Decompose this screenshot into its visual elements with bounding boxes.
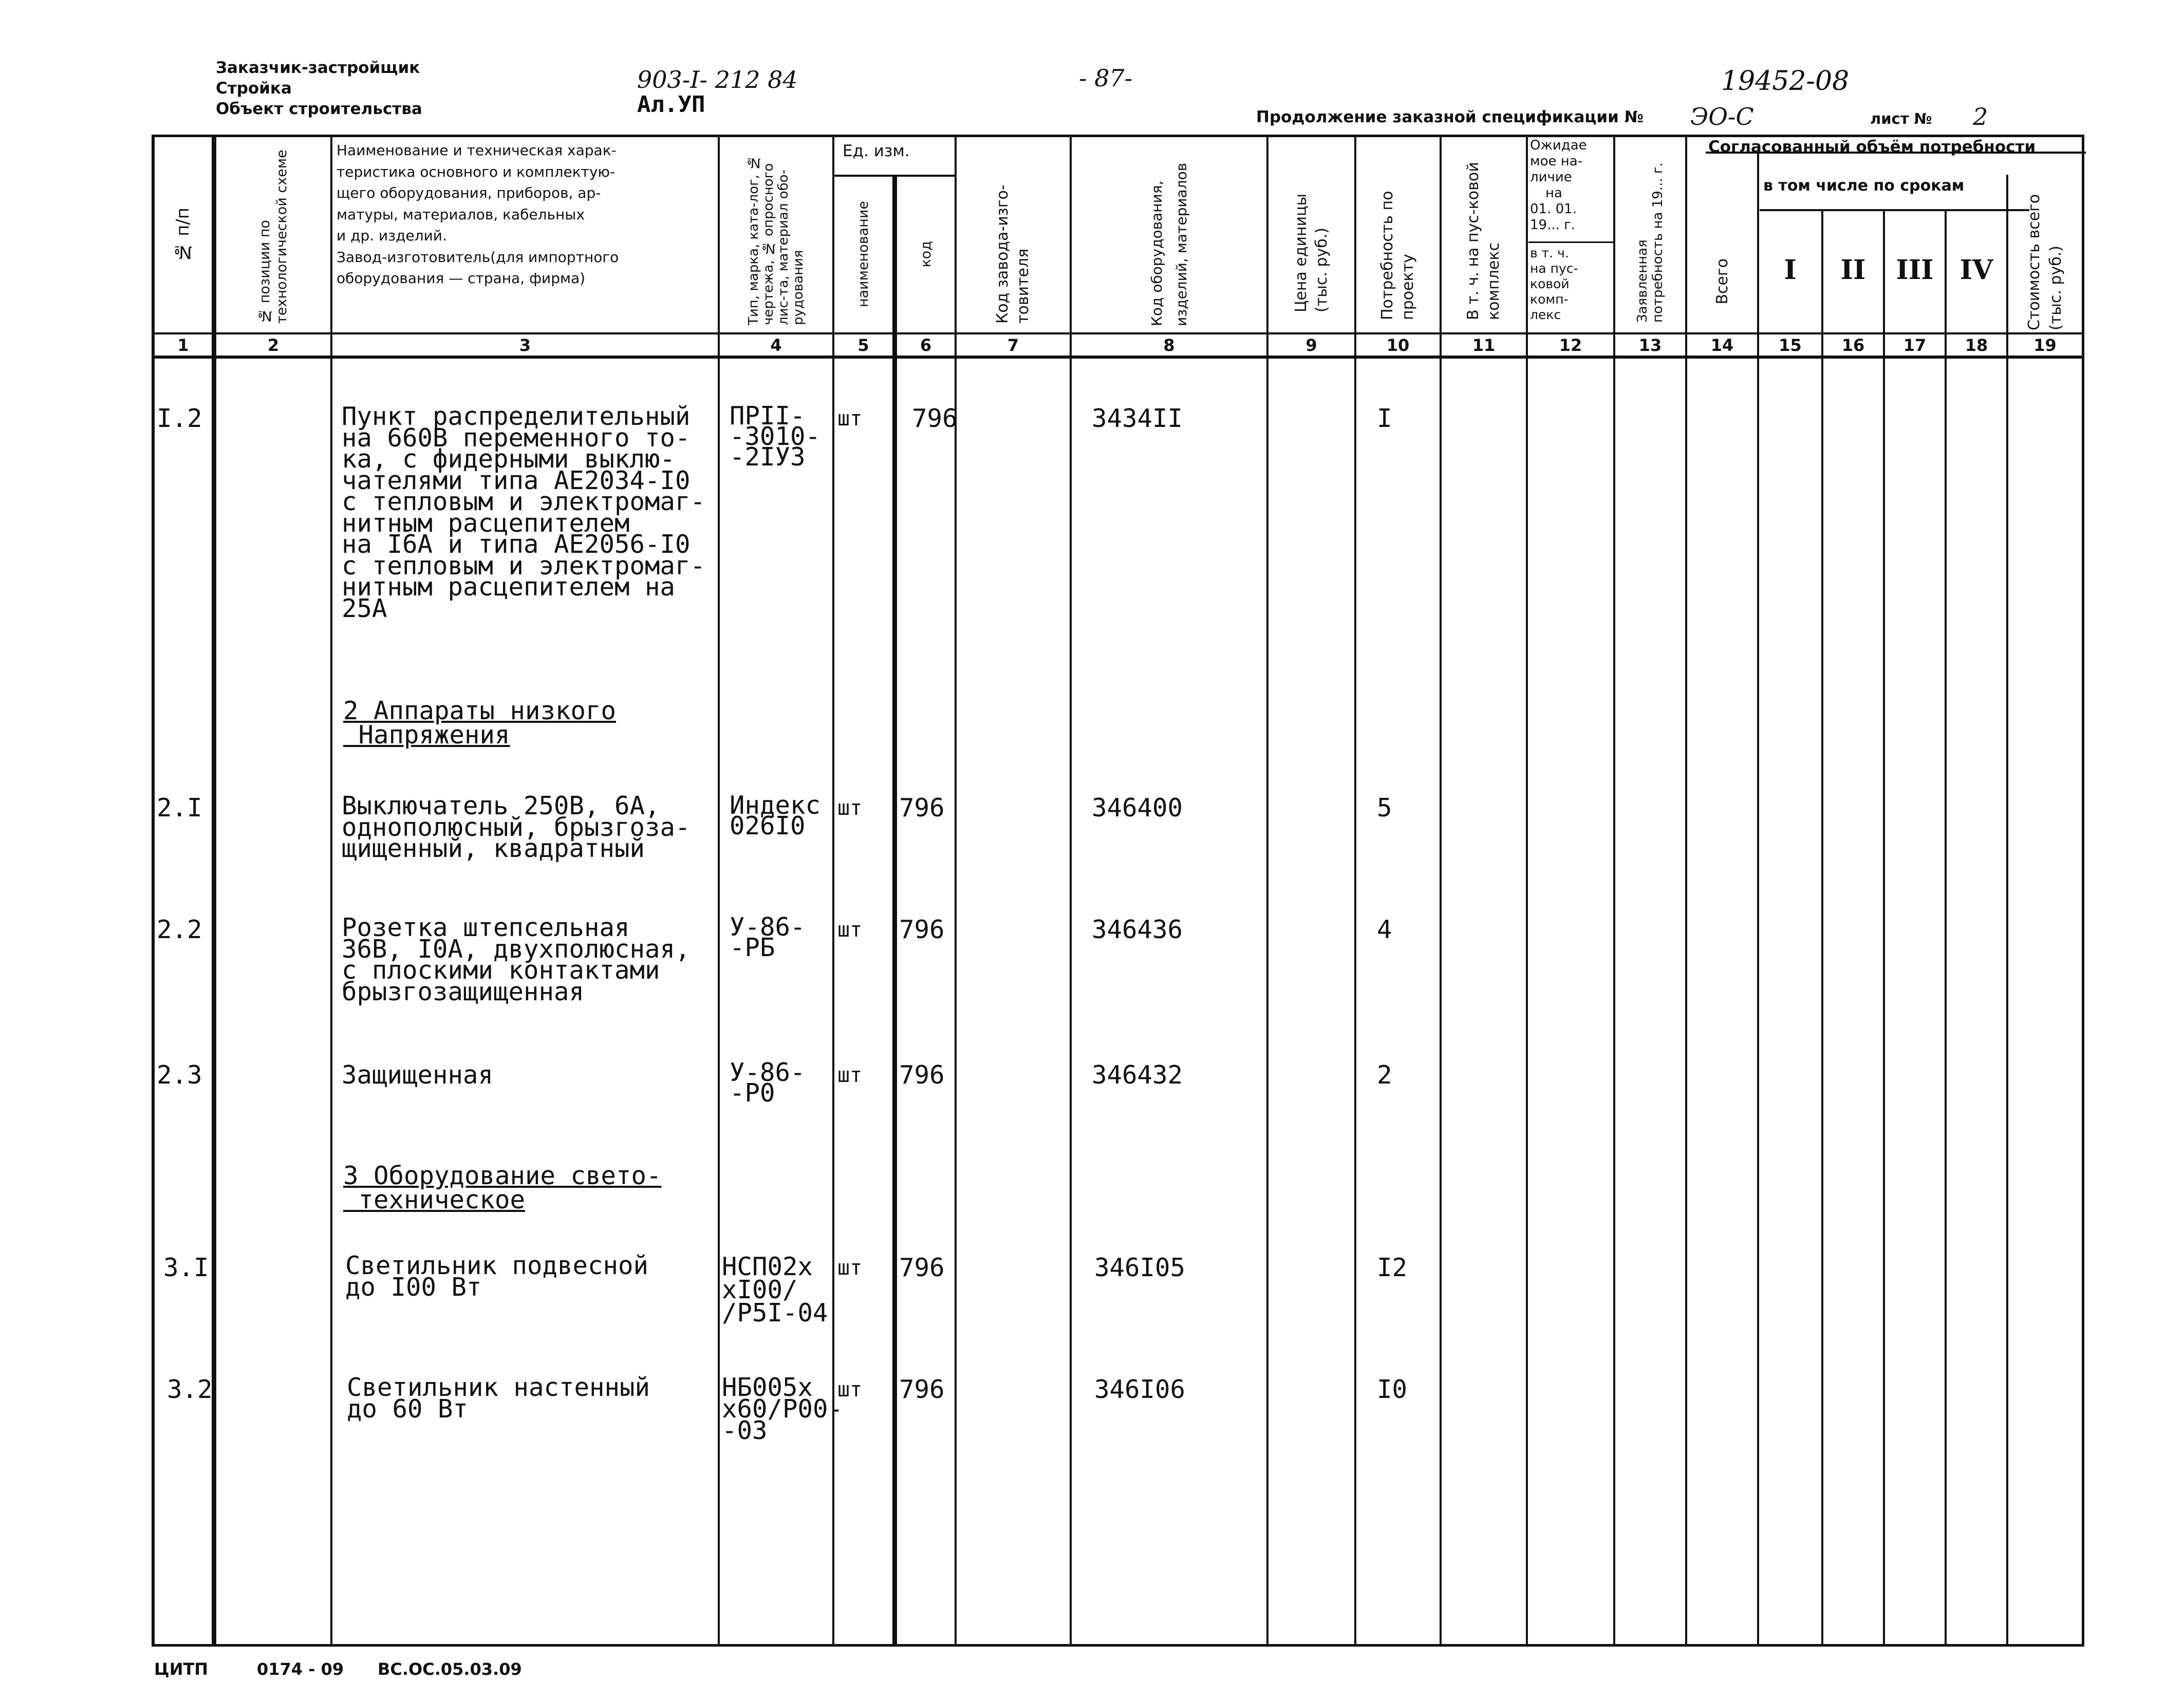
col-header-7: Код заводa-изго-товителя bbox=[994, 184, 1032, 324]
rule bbox=[152, 356, 2084, 359]
item-type: НСП02х хI00/ /Р5I-04 bbox=[722, 1252, 828, 1328]
col-number: 18 bbox=[1965, 335, 1988, 355]
row-number: 2.2 bbox=[157, 915, 202, 944]
object-label: Объект строительства bbox=[216, 100, 422, 118]
col-header-6: код bbox=[918, 241, 934, 268]
agreed-group-header: Согласованный объём потребности bbox=[1708, 138, 2036, 156]
item-type: Индекс 026I0 bbox=[730, 791, 821, 841]
item-equipment-code: 346436 bbox=[1092, 915, 1183, 944]
row-number: 2.3 bbox=[157, 1060, 202, 1090]
rule bbox=[718, 135, 720, 1647]
col-header-13: Заявленная потребность на 19... г. bbox=[1635, 162, 1666, 323]
item-name: Светильник настенный до 60 Вт bbox=[347, 1373, 650, 1424]
item-name: Выключатель 250В, 6А, однополюсный, брызгоза- щищенный, квадратный bbox=[342, 791, 690, 863]
item-quantity: 2 bbox=[1377, 1060, 1392, 1090]
col-number: 10 bbox=[1386, 335, 1410, 355]
col-header-10: Потребность по проекту bbox=[1378, 190, 1417, 320]
rule bbox=[1526, 135, 1528, 1647]
album-label: Ал.УП bbox=[637, 91, 705, 118]
col-header-9: Цена единицы (тыс. руб.) bbox=[1292, 193, 1331, 312]
col-number: 11 bbox=[1472, 335, 1496, 355]
rule bbox=[1354, 135, 1356, 1647]
item-equipment-code: 346400 bbox=[1092, 793, 1183, 823]
item-quantity: I bbox=[1377, 404, 1392, 433]
site-label: Стройка bbox=[216, 79, 292, 98]
row-number: 3.I bbox=[163, 1253, 209, 1282]
rule bbox=[1528, 241, 1613, 243]
col-number: 14 bbox=[1710, 335, 1734, 355]
rule bbox=[1757, 152, 1759, 1647]
col-number: 3 bbox=[519, 335, 531, 355]
col-number: 8 bbox=[1163, 335, 1175, 355]
col-header-12-top: Ожидае мое на- личие на 01. 01. 19... г. bbox=[1530, 138, 1587, 233]
item-unit: шт bbox=[837, 918, 863, 942]
item-unit: шт bbox=[837, 1256, 863, 1280]
customer-label: Заказчик-застройщик bbox=[216, 59, 420, 77]
rule bbox=[330, 135, 332, 1647]
rule bbox=[152, 1644, 2084, 1647]
col-header-2: № позиции по технологической схеме bbox=[257, 150, 290, 324]
rule bbox=[152, 332, 2084, 334]
item-unit-code: 796 bbox=[899, 1253, 945, 1282]
document-number: 19452-08 bbox=[1721, 66, 1850, 97]
header-block bbox=[216, 58, 422, 119]
rule bbox=[1760, 209, 2029, 211]
section-heading: 2 Аппараты низкого Напряжения bbox=[343, 696, 617, 750]
item-unit-code: 796 bbox=[899, 1375, 945, 1404]
col-number: 17 bbox=[1903, 335, 1927, 355]
rule bbox=[892, 175, 897, 1647]
rule bbox=[212, 135, 216, 1647]
col-number: 1 bbox=[177, 335, 189, 355]
col-number: 16 bbox=[1841, 335, 1865, 355]
rule bbox=[1613, 135, 1615, 1647]
footer-code-2: ВС.ОС.05.03.09 bbox=[378, 1659, 522, 1679]
item-quantity: I2 bbox=[1377, 1253, 1408, 1282]
row-number: 2.I bbox=[157, 793, 202, 823]
quarter-3: III bbox=[1896, 254, 1934, 286]
item-unit-code: 796 bbox=[899, 1060, 945, 1090]
item-name: Защищенная bbox=[342, 1060, 494, 1090]
rule bbox=[1945, 209, 1947, 1647]
item-unit-code: 796 bbox=[899, 793, 945, 823]
rule bbox=[1070, 135, 1072, 1647]
rule bbox=[1685, 135, 1687, 1647]
item-unit: шт bbox=[837, 796, 863, 820]
item-unit: шт bbox=[837, 1378, 863, 1402]
spec-number: ЭО-С bbox=[1690, 103, 1754, 130]
col-number: 13 bbox=[1638, 335, 1662, 355]
rule bbox=[1266, 135, 1268, 1647]
col-number: 6 bbox=[920, 335, 932, 355]
rule bbox=[1821, 209, 1823, 1647]
col-header-11: В т. ч. на пус-ковой комплекс bbox=[1464, 161, 1503, 320]
item-quantity: I0 bbox=[1377, 1375, 1408, 1404]
col-header-19: Стоимость всего (тыс. руб.) bbox=[2025, 194, 2065, 330]
item-unit: шт bbox=[837, 407, 863, 431]
col-number: 7 bbox=[1007, 335, 1019, 355]
item-unit-code: 796 bbox=[899, 915, 945, 944]
rule bbox=[1883, 209, 1885, 1647]
quarter-4: IV bbox=[1959, 254, 1993, 286]
rule bbox=[955, 135, 957, 1647]
page-number: - 87- bbox=[1079, 64, 1133, 92]
item-type: У-86- -Р0 bbox=[730, 1058, 806, 1108]
col-number: 2 bbox=[267, 335, 279, 355]
col-number: 4 bbox=[770, 335, 782, 355]
row-number: I.2 bbox=[157, 404, 202, 433]
sheet-label: лист № bbox=[1870, 110, 1932, 127]
item-type: У-86- -РБ bbox=[730, 912, 806, 962]
col-number: 12 bbox=[1559, 335, 1582, 355]
item-quantity: 5 bbox=[1377, 793, 1392, 823]
item-name: Пункт распределительный на 660В переменного то- ка, с фидерными выклю- чателями типа АЕ2034-I0 с тепловым и электромаг- нитным расцепителем на I6А и типа АЕ2056-I0 с тепловым и электромаг- нитным расцепителем на 25А bbox=[342, 402, 706, 623]
rule bbox=[2006, 175, 2008, 1647]
item-equipment-code: 3434II bbox=[1092, 404, 1183, 433]
item-type: ПРII- -3010- -2IУ3 bbox=[730, 401, 821, 472]
quarter-2: II bbox=[1840, 254, 1866, 286]
col-header-14: Всего bbox=[1713, 258, 1731, 305]
item-type: НБ005х х60/Р00- -03 bbox=[722, 1373, 844, 1445]
col-header-4: Тип, марка, ката-лог, № чертежа, № опросного лис-та, материал обо-рудования bbox=[746, 155, 806, 325]
rule bbox=[1440, 135, 1442, 1647]
item-name: Розетка штепсельная 36В, I0А, двухполюсная, с плоскими контактами брызгозащищенная bbox=[342, 913, 690, 1006]
col-number: 15 bbox=[1779, 335, 1802, 355]
continuation-label: Продолжение заказной спецификации № bbox=[1256, 108, 1644, 126]
col-header-8: Код оборудования, изделий, материалов bbox=[1148, 162, 1190, 326]
item-equipment-code: 346I05 bbox=[1094, 1253, 1186, 1282]
col-number: 19 bbox=[2033, 335, 2057, 355]
footer-code-1: 0174 - 09 bbox=[257, 1659, 344, 1679]
col-header-12-bottom: в т. ч. на пус- ковой комп- лекс bbox=[1530, 246, 1578, 322]
rule bbox=[152, 135, 2084, 137]
col-header-3: Наименование и техническая харак- теристика основного и комплектую- щего оборудования, приборов, ар- матуры, материалов, кабельных и др. изделий. Завод-изготовитель(для импортного оборудования — страна, фирма) bbox=[337, 142, 619, 287]
item-unit: шт bbox=[837, 1063, 863, 1087]
by-terms-header: в том числе по срокам bbox=[1763, 177, 1965, 195]
col-number: 5 bbox=[857, 335, 869, 355]
col-header-5: наименование bbox=[855, 201, 871, 308]
rule bbox=[152, 135, 155, 1647]
sheet-number: 2 bbox=[1973, 103, 1988, 130]
col-header-1: № п/п bbox=[173, 208, 193, 263]
col-number: 9 bbox=[1305, 335, 1317, 355]
rule bbox=[2082, 135, 2084, 1647]
unit-group-header: Ед. изм. bbox=[843, 142, 910, 160]
project-code: 903-I- 212 84 bbox=[637, 66, 798, 94]
row-number: 3.2 bbox=[167, 1375, 213, 1404]
section-heading: 3 Оборудование свето- техническое bbox=[343, 1161, 662, 1215]
item-quantity: 4 bbox=[1377, 915, 1392, 944]
quarter-1: I bbox=[1784, 254, 1797, 286]
footer-org: ЦИТП bbox=[154, 1659, 209, 1679]
item-name: Светильник подвесной до I00 Вт bbox=[345, 1251, 649, 1302]
item-equipment-code: 346I06 bbox=[1094, 1375, 1186, 1404]
item-unit-code: 796 bbox=[912, 404, 958, 433]
item-equipment-code: 346432 bbox=[1092, 1060, 1183, 1090]
